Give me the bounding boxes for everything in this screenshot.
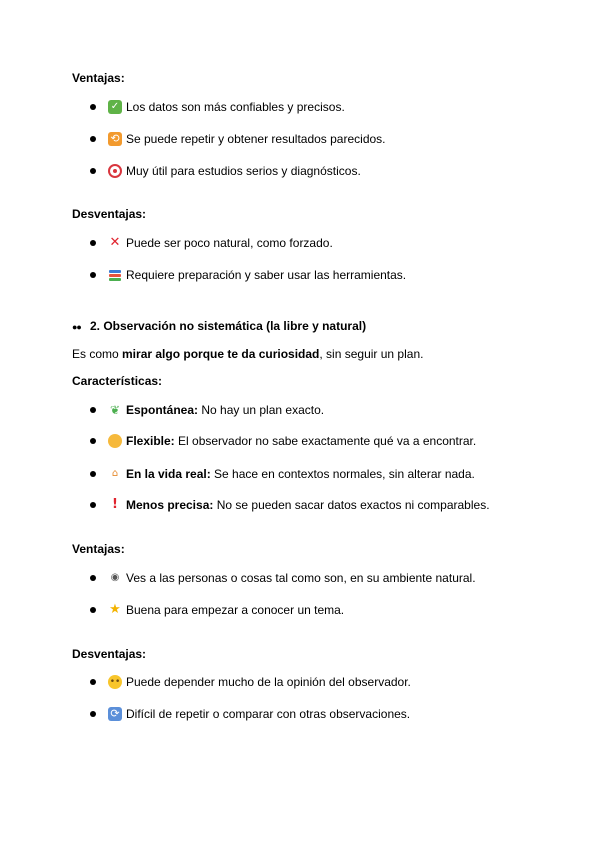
- exclamation-icon: !: [112, 497, 118, 512]
- ventajas-heading: Ventajas:: [72, 71, 125, 85]
- thinking-face-icon: ••: [109, 677, 121, 687]
- bullet-icon: [90, 471, 96, 477]
- eye-icon: ◉: [110, 572, 120, 583]
- intro-bold-text: mirar algo porque te da curiosidad: [122, 347, 320, 361]
- bullet-icon: [90, 136, 96, 142]
- list-item-desc: No hay un plan exacto.: [198, 403, 325, 417]
- list-item-text: Puede depender mucho de la opinión del observador.: [126, 675, 411, 689]
- list-item-bold: Menos precisa:: [126, 498, 214, 512]
- caracteristicas-heading: Características:: [72, 374, 163, 388]
- eyes-icon: ●●: [72, 322, 81, 332]
- list-item-text: Puede ser poco natural, como forzado.: [126, 236, 333, 250]
- list-item-desc: Se hace en contextos normales, sin alterar nada.: [210, 467, 475, 481]
- desventajas-heading-2: Desventajas:: [72, 647, 147, 661]
- list-item-text: [126, 402, 324, 418]
- bullet-icon: [90, 711, 96, 717]
- list-item-text: Muy útil para estudios serios y diagnósticos.: [126, 164, 361, 178]
- books-icon: [108, 268, 122, 282]
- list-item-text: Buena para empezar a conocer un tema.: [126, 603, 345, 617]
- desventajas-heading: Desventajas:: [72, 207, 147, 221]
- section-title: 2. Observación no sistemática (la libre y natural): [90, 319, 367, 333]
- check-mark-icon: ✓: [108, 100, 122, 114]
- bullet-icon: [90, 240, 96, 246]
- ventajas-heading-2: Ventajas:: [72, 542, 125, 556]
- bullet-icon: [90, 502, 96, 508]
- list-item-text: [126, 466, 475, 482]
- repeat-icon: ⟲: [108, 132, 122, 146]
- list-item-bold: Espontánea:: [126, 403, 199, 417]
- list-item-bold: En la vida real:: [126, 467, 211, 481]
- list-item-bold: Flexible:: [126, 434, 175, 448]
- bullet-icon: [90, 575, 96, 581]
- arrows-cycle-icon: ⟳: [108, 707, 122, 721]
- intro-paragraph: [72, 347, 423, 362]
- seedling-icon: ❦: [109, 403, 121, 417]
- list-item-desc: El observador no sabe exactamente qué va a encontrar.: [174, 434, 477, 448]
- bullet-icon: [90, 438, 96, 444]
- list-item-text: Difícil de repetir o comparar con otras observaciones.: [126, 707, 411, 721]
- person-shrugging-icon: [108, 434, 122, 448]
- list-item-text: Ves a las personas o cosas tal como son, en su ambiente natural.: [126, 571, 476, 585]
- intro-text-end: , sin seguir un plan.: [319, 347, 424, 361]
- list-item-text: [126, 497, 490, 513]
- list-item-text: [126, 433, 476, 449]
- intro-text: Es como: [72, 347, 123, 361]
- bullet-icon: [90, 407, 96, 413]
- bullet-icon: [90, 104, 96, 110]
- cross-mark-icon: ✕: [109, 235, 121, 250]
- target-icon: [108, 164, 122, 178]
- list-item-text: Se puede repetir y obtener resultados parecidos.: [126, 132, 386, 146]
- list-item-text: Requiere preparación y saber usar las herramientas.: [126, 268, 407, 282]
- bullet-icon: [90, 607, 96, 613]
- bullet-icon: [90, 272, 96, 278]
- bullet-icon: [90, 168, 96, 174]
- list-item-desc: No se pueden sacar datos exactos ni comparables.: [213, 498, 490, 512]
- star-icon: ★: [109, 602, 121, 617]
- list-item-text: Los datos son más confiables y precisos.: [126, 100, 345, 114]
- house-garden-icon: ⌂: [111, 468, 119, 479]
- bullet-icon: [90, 679, 96, 685]
